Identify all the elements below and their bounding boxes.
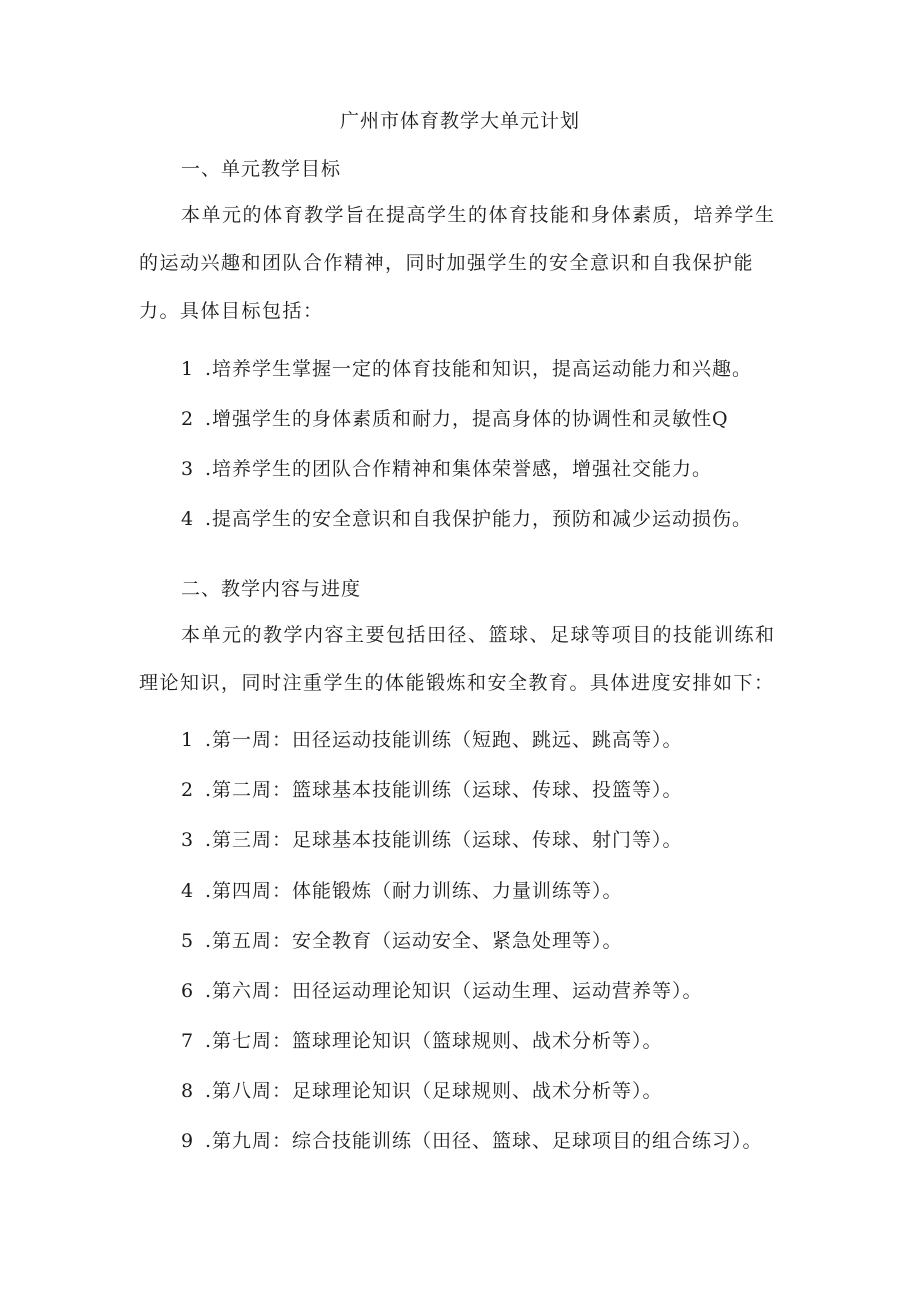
list-number: 2 [181,779,195,801]
schedule-item [181,825,683,852]
list-text: .培养学生掌握一定的体育技能和知识，提高运动能力和兴趣。 [205,358,753,380]
schedule-item [181,1126,763,1153]
list-number: 9 [181,1130,195,1152]
list-number: 4 [181,880,195,902]
list-text: .第七周：篮球理论知识（篮球规则、战术分析等）。 [205,1030,663,1052]
objective-item [181,354,752,381]
schedule-item [181,926,623,953]
document-title: 广州市体育教学大单元计划 [339,110,580,132]
objective-item [181,454,712,481]
list-number: 2 [181,408,195,430]
list-number: 1 [181,729,195,751]
list-text: .第二周：篮球基本技能训练（运球、传球、投篮等）。 [205,779,683,801]
list-text: .第九周：综合技能训练（田径、篮球、足球项目的组合练习）。 [205,1130,763,1152]
schedule-item [181,1026,663,1053]
list-text: .第八周：足球理论知识（足球规则、战术分析等）。 [205,1080,663,1102]
list-number: 5 [181,930,195,952]
list-number: 3 [181,458,195,480]
list-number: 7 [181,1030,195,1052]
schedule-item [181,775,683,802]
list-number: 6 [181,980,195,1002]
content-intro-paragraph: 本单元的教学内容主要包括田径、篮球、足球等项目的技能训练和理论知识，同时注重学生的体能锻炼和安全教育。具体进度安排如下： [139,624,776,694]
objective-item [181,404,729,431]
list-number: 4 [181,508,195,530]
list-text: .增强学生的身体素质和耐力，提高身体的协调性和灵敏性Q [205,408,729,430]
schedule-item [181,725,683,752]
list-text: .第一周：田径运动技能训练（短跑、跳远、跳高等）。 [205,729,683,751]
schedule-item [181,876,623,903]
objectives-intro-paragraph: 本单元的体育教学旨在提高学生的体育技能和身体素质，培养学生的运动兴趣和团队合作精神，同时加强学生的安全意识和自我保护能力。具体目标包括： [139,204,776,322]
list-text: .第五周：安全教育（运动安全、紧急处理等）。 [205,930,623,952]
objective-item [181,504,752,531]
list-text: .第六周：田径运动理论知识（运动生理、运动营养等）。 [205,980,703,1002]
schedule-item [181,1076,663,1103]
list-number: 3 [181,829,195,851]
list-text: .第四周：体能锻炼（耐力训练、力量训练等）。 [205,880,623,902]
section-heading-content: 二、教学内容与进度 [181,578,362,600]
list-text: .提高学生的安全意识和自我保护能力，预防和减少运动损伤。 [205,508,753,530]
section-heading-objectives: 一、单元教学目标 [181,158,342,180]
list-text: .培养学生的团队合作精神和集体荣誉感，增强社交能力。 [205,458,713,480]
list-text: .第三周：足球基本技能训练（运球、传球、射门等）。 [205,829,683,851]
schedule-item [181,976,703,1003]
list-number: 1 [181,358,195,380]
list-number: 8 [181,1080,195,1102]
